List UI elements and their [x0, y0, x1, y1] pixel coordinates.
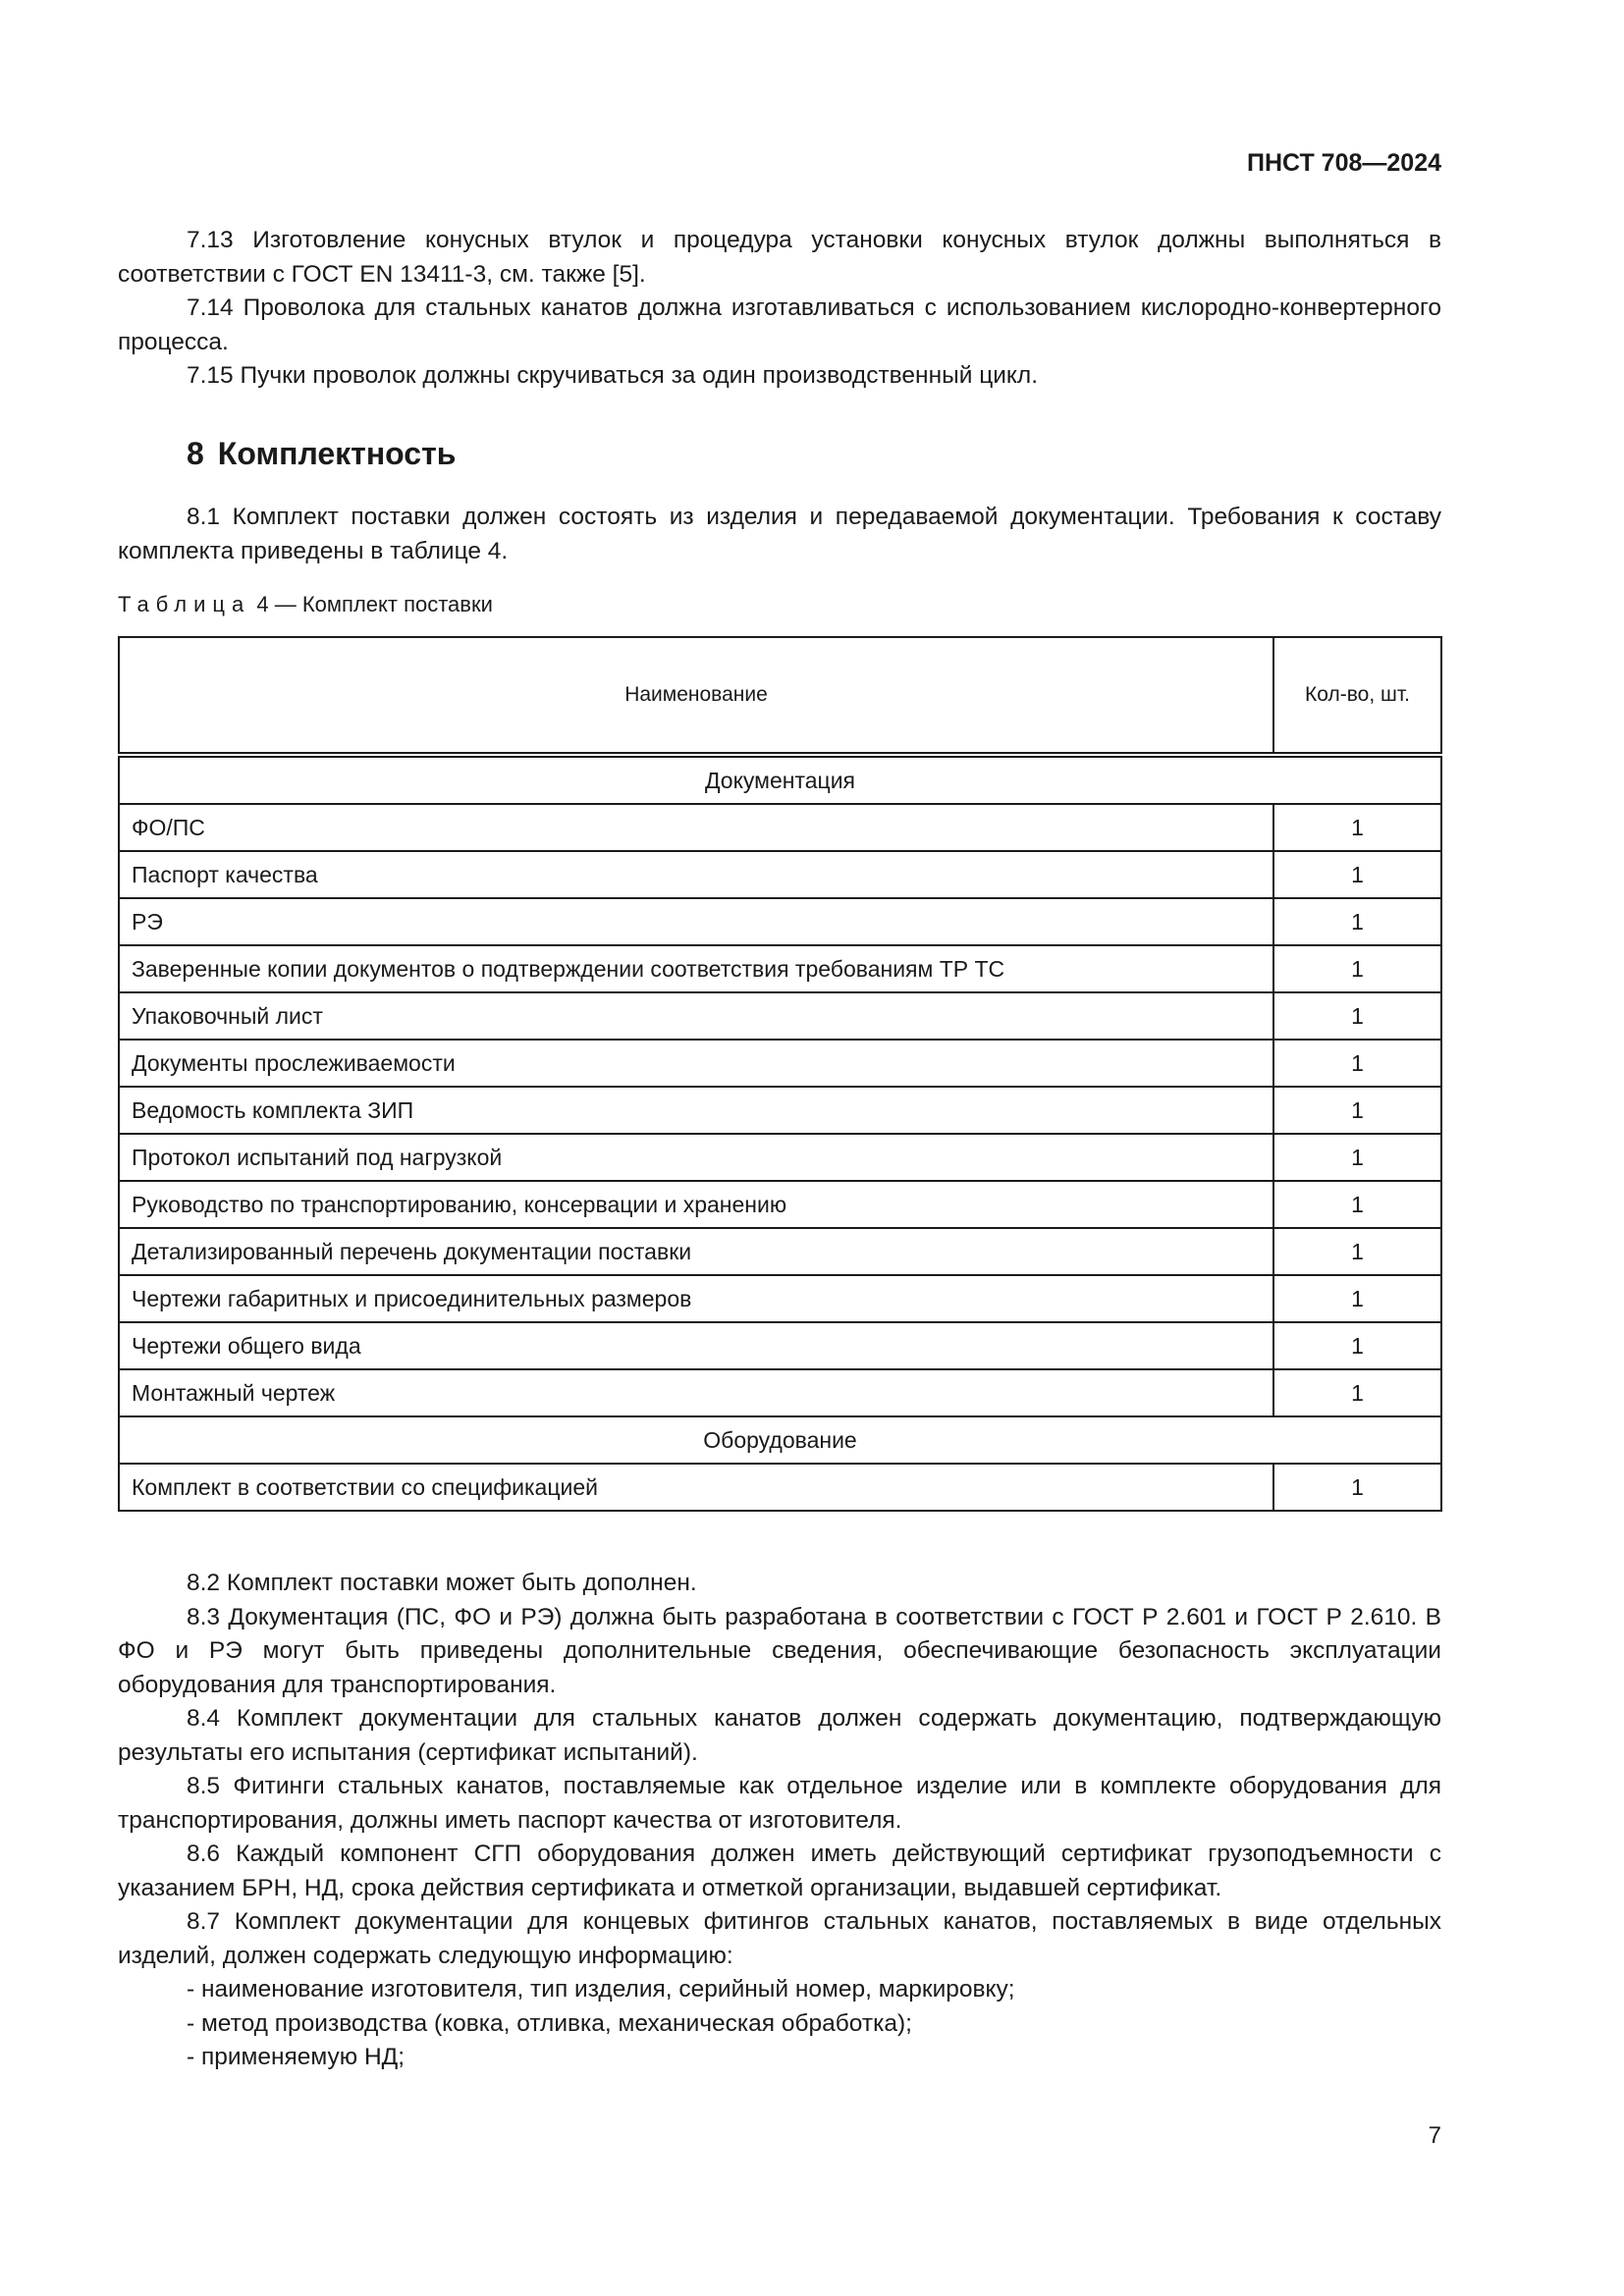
table-row [119, 1322, 1441, 1369]
table-row [119, 1087, 1441, 1134]
item-name: Упаковочный лист [119, 992, 1273, 1040]
page-number: 7 [1428, 2122, 1441, 2149]
paragraph-8-7: 8.7 Комплект документации для концевых фитингов стальных канатов, поставляемых в виде отдельных изделий, должен содержать следующую информацию: [118, 1908, 1441, 1969]
item-name: Документы прослеживаемости [119, 1040, 1273, 1087]
item-name: Комплект в соответствии со спецификацией [119, 1464, 1273, 1511]
table-row [119, 1228, 1441, 1275]
item-qty: 1 [1273, 945, 1441, 992]
table-row [119, 1040, 1441, 1087]
item-name: Руководство по транспортированию, консервации и хранению [119, 1181, 1273, 1228]
intro-paragraphs [118, 224, 1441, 394]
item-qty: 1 [1273, 1181, 1441, 1228]
paragraph-8-4: 8.4 Комплект документации для стальных канатов должен содержать документацию, подтверждающую результаты его испытания (сертификат испытаний). [118, 1705, 1441, 1766]
item-qty: 1 [1273, 1322, 1441, 1369]
item-qty: 1 [1273, 804, 1441, 851]
paragraph-8-3: 8.3 Документация (ПС, ФО и РЭ) должна быть разработана в соответствии с ГОСТ Р 2.601 и ГОСТ Р 2.610. В ФО и РЭ могут быть приведены дополнительные сведения, обеспечивающие безопасность эксплуатации оборудования для транспортирования. [118, 1603, 1441, 1698]
table-row [119, 1134, 1441, 1181]
group-title: Документация [119, 755, 1441, 804]
table-header-row [119, 637, 1441, 755]
paragraph-8-1: 8.1 Комплект поставки должен состоять из изделия и передаваемой документации. Требования к составу комплекта приведены в таблице 4. [118, 504, 1441, 564]
group-row-equipment [119, 1416, 1441, 1464]
item-name: Монтажный чертеж [119, 1369, 1273, 1416]
group-row-documentation [119, 755, 1441, 804]
table-row [119, 945, 1441, 992]
item-name: ФО/ПС [119, 804, 1273, 851]
table-row [119, 992, 1441, 1040]
list-item: - применяемую НД; [187, 2044, 406, 2070]
item-qty: 1 [1273, 1228, 1441, 1275]
item-qty: 1 [1273, 1134, 1441, 1181]
delivery-kit-table [118, 636, 1442, 1512]
paragraph-8-5: 8.5 Фитинги стальных канатов, поставляемые как отдельное изделие или в комплекте оборудования для транспортирования, должны иметь паспорт качества от изготовителя. [118, 1773, 1441, 1834]
section-number: 8 [187, 436, 204, 471]
item-name: Протокол испытаний под нагрузкой [119, 1134, 1273, 1181]
table-caption [118, 592, 493, 617]
item-qty: 1 [1273, 1087, 1441, 1134]
paragraph-7-15: 7.15 Пучки проволок должны скручиваться за один производственный цикл. [187, 362, 1039, 389]
after-table-paragraphs [118, 1567, 1441, 2075]
item-name: Детализированный перечень документации поставки [119, 1228, 1273, 1275]
paragraph-7-14: 7.14 Проволока для стальных канатов должна изготавливаться с использованием кислородно-конвертерного процесса. [118, 294, 1441, 355]
paragraph-8-2: 8.2 Комплект поставки может быть дополнен. [187, 1570, 697, 1596]
table-caption-text: 4 — Комплект поставки [256, 592, 493, 616]
item-qty: 1 [1273, 851, 1441, 898]
item-name: Паспорт качества [119, 851, 1273, 898]
section-intro-block [118, 501, 1441, 568]
list-item: - метод производства (ковка, отливка, механическая обработка); [187, 2009, 912, 2037]
table-row [119, 898, 1441, 945]
list-item: - наименование изготовителя, тип изделия, серийный номер, маркировку; [187, 1976, 1015, 2002]
document-code: ПНСТ 708—2024 [1247, 149, 1441, 177]
item-name: Ведомость комплекта ЗИП [119, 1087, 1273, 1134]
header-name: Наименование [119, 637, 1273, 755]
table-row [119, 1464, 1441, 1511]
section-title: Комплектность [217, 436, 457, 471]
table-row [119, 851, 1441, 898]
table-row [119, 1369, 1441, 1416]
table-row [119, 1181, 1441, 1228]
item-name: Чертежи общего вида [119, 1322, 1273, 1369]
paragraph-8-6: 8.6 Каждый компонент СГП оборудования должен иметь действующий сертификат грузоподъемности с указанием БРН, НД, срока действия сертификата и отметкой организации, выдавшей сертификат. [118, 1841, 1441, 1901]
item-qty: 1 [1273, 898, 1441, 945]
item-qty: 1 [1273, 1464, 1441, 1511]
item-name: Заверенные копии документов о подтверждении соответствия требованиям ТР ТС [119, 945, 1273, 992]
table-row [119, 804, 1441, 851]
item-qty: 1 [1273, 1040, 1441, 1087]
group-title: Оборудование [119, 1416, 1441, 1464]
item-qty: 1 [1273, 1275, 1441, 1322]
item-name: РЭ [119, 898, 1273, 945]
paragraph-7-13: 7.13 Изготовление конусных втулок и процедура установки конусных втулок должны выполняться в соответствии с ГОСТ EN 13411-3, см. также [5]. [118, 227, 1441, 288]
section-heading [187, 436, 456, 472]
table-caption-label: Таблица [118, 592, 251, 616]
header-qty: Кол-во, шт. [1273, 637, 1441, 755]
table-row [119, 1275, 1441, 1322]
item-name: Чертежи габаритных и присоединительных размеров [119, 1275, 1273, 1322]
item-qty: 1 [1273, 992, 1441, 1040]
item-qty: 1 [1273, 1369, 1441, 1416]
